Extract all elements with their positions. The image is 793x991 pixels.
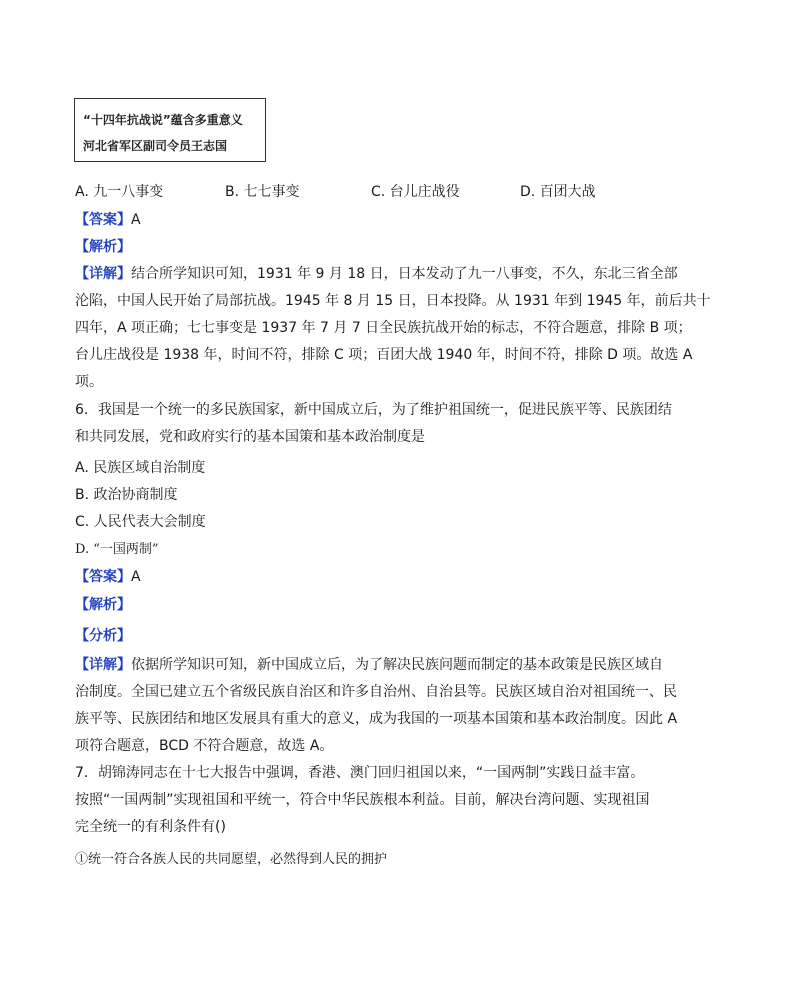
q7-item-1: ①统一符合各族人民的共同愿望，必然得到人民的拥护 bbox=[75, 852, 388, 867]
analysis-label: 【解析】 bbox=[75, 239, 131, 255]
q6-detail-line-4: 项符合题意，BCD 不符合题意，故选 A。 bbox=[75, 738, 334, 754]
q6-detail-line-2: 治制度。全国已建立五个省级民族自治区和许多自治州、自治县等。民族区域自治对祖国统一、民 bbox=[75, 684, 677, 700]
q6-stem-line-1: 6．我国是一个统一的多民族国家，新中国成立后，为了维护祖国统一，促进民族平等、民族团结 bbox=[75, 402, 672, 418]
q6-option-a: A. 民族区域自治制度 bbox=[75, 460, 206, 476]
q6-option-c: C. 人民代表大会制度 bbox=[75, 514, 206, 530]
q5-detail-line-2: 沦陷，中国人民开始了局部抗战。1945 年 8 月 15 日，日本投降。从 1931 年到 1945 年，前后共十 bbox=[75, 293, 711, 309]
q6-stem-line-2: 和共同发展，党和政府实行的基本国策和基本政治制度是 bbox=[75, 429, 425, 445]
q6-fenxi bbox=[75, 626, 131, 646]
detail-label: 【详解】 bbox=[75, 266, 131, 282]
answer-value: A bbox=[131, 569, 141, 585]
q5-answer bbox=[75, 210, 141, 230]
answer-value: A bbox=[131, 212, 141, 228]
q6-analysis bbox=[75, 595, 131, 615]
q5-option-a: A. 九一八事变 bbox=[75, 184, 164, 200]
q7-stem-line-1: 7．胡锦涛同志在十七大报告中强调，香港、澳门回归祖国以来，“一国两制”实践日益丰富。 bbox=[75, 765, 645, 781]
q5-detail-line-4: 台儿庄战役是 1938 年，时间不符，排除 C 项；百团大战 1940 年，时间不符，排除 D 项。故选 A bbox=[75, 347, 693, 363]
answer-label: 【答案】 bbox=[75, 212, 131, 228]
q5-detail-line-1: 【详解】结合所学知识可知，1931 年 9 月 18 日，日本发动了九一八事变，不久，东北三省全部 bbox=[75, 266, 678, 282]
q5-option-d: D. 百团大战 bbox=[520, 184, 596, 200]
analysis-label: 【解析】 bbox=[75, 597, 131, 613]
q6-option-d: D. “一国两制” bbox=[75, 542, 159, 557]
answer-label: 【答案】 bbox=[75, 569, 131, 585]
q5-detail-line-3: 四年，A 项正确；七七事变是 1937 年 7 月 7 日全民族抗战开始的标志，不符合题意，排除 B 项； bbox=[75, 320, 692, 336]
q7-stem-line-3: 完全统一的有利条件有() bbox=[75, 819, 226, 835]
q5-option-b: B. 七七事变 bbox=[225, 184, 300, 200]
quote-image-box bbox=[74, 98, 266, 162]
q5-analysis bbox=[75, 237, 131, 257]
q6-detail-line-1: 【详解】依据所学知识可知，新中国成立后，为了解决民族问题而制定的基本政策是民族区域自 bbox=[75, 657, 663, 673]
fenxi-label: 【分析】 bbox=[75, 628, 131, 644]
q6-detail-line-3: 族平等、民族团结和地区发展具有重大的意义，成为我国的一项基本国策和基本政治制度。因此 A bbox=[75, 711, 678, 727]
detail-label: 【详解】 bbox=[75, 657, 131, 673]
q7-stem-line-2: 按照“一国两制”实现祖国和平统一，符合中华民族根本利益。目前，解决台湾问题、实现祖国 bbox=[75, 792, 650, 808]
q5-option-c: C. 台儿庄战役 bbox=[371, 184, 460, 200]
quote-author: 河北省军区副司令员王志国 bbox=[83, 139, 228, 153]
quote-title: “十四年抗战说”蕴含多重意义 bbox=[83, 113, 243, 127]
q6-answer bbox=[75, 567, 141, 587]
q5-options bbox=[75, 182, 715, 202]
q5-detail-line-5: 项。 bbox=[75, 374, 103, 390]
q6-option-b: B. 政治协商制度 bbox=[75, 487, 178, 503]
